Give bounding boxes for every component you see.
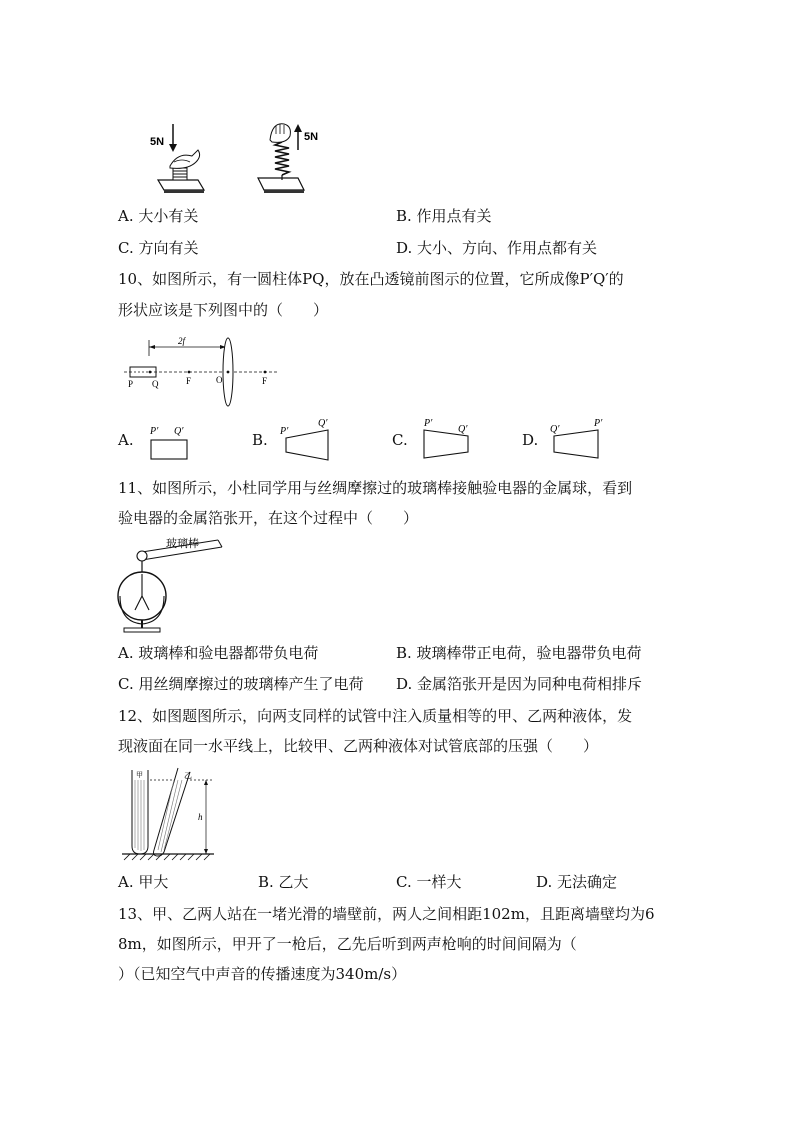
label-o: O (216, 375, 223, 385)
label-f-left: F (186, 376, 192, 386)
option-a-q-label: Q′ (174, 426, 184, 437)
q11-stem-line2: 验电器的金属箔张开，在这个过程中（ ） (118, 509, 419, 527)
spring-press-figure (140, 118, 340, 200)
force-label-left: 5N (150, 136, 165, 148)
q9-option-d: D. 大小、方向、作用点都有关 (396, 239, 598, 257)
label-p: P (128, 379, 134, 389)
label-2f: 2f (178, 336, 186, 346)
q11-option-d: D. 金属箔张开是因为同种电荷相排斥 (396, 675, 643, 693)
q10-stem-line1: 10、如图所示，有一圆柱体PQ，放在凸透镜前图示的位置，它所成像P′Q′的 (118, 270, 624, 288)
q12-option-b: B. 乙大 (258, 873, 309, 891)
option-d-p-label: P′ (594, 418, 603, 429)
q10-option-d-letter: D. (522, 431, 539, 449)
label-f-right: F (262, 376, 268, 386)
q13-stem-line1: 13、甲、乙两人站在一堵光滑的墙壁前，两人之间相距102m，且距离墙壁均为6 (118, 905, 655, 923)
label-h: h (198, 812, 203, 822)
glass-rod-label: 玻璃棒 (166, 537, 199, 550)
test-tubes-figure (120, 766, 216, 862)
convex-lens-figure (122, 330, 282, 408)
q9-option-a: A. 大小有关 (118, 207, 199, 225)
q12-option-c: C. 一样大 (396, 873, 462, 891)
q10-option-a-figure (146, 422, 196, 462)
q11-option-c: C. 用丝绸摩擦过的玻璃棒产生了电荷 (118, 675, 364, 693)
option-b-p-label: P′ (280, 426, 289, 437)
q12-stem-line1: 12、如图题图所示，向两支同样的试管中注入质量相等的甲、乙两种液体，发 (118, 707, 633, 725)
q12-option-a: A. 甲大 (118, 873, 169, 891)
label-q: Q (152, 379, 159, 389)
q10-option-b-figure (278, 414, 338, 464)
q10-option-c-figure (418, 412, 478, 462)
label-yi: 乙 (184, 771, 192, 780)
q12-option-d: D. 无法确定 (536, 873, 618, 891)
option-c-p-label: P′ (424, 418, 433, 429)
q9-option-b: B. 作用点有关 (396, 207, 492, 225)
q11-stem-line1: 11、如图所示，小杜同学用与丝绸摩擦过的玻璃棒接触验电器的金属球，看到 (118, 479, 633, 497)
q10-stem-line2: 形状应该是下列图中的（ ） (118, 301, 329, 319)
label-jia: 甲 (136, 771, 143, 779)
q13-stem-line2: 8m，如图所示，甲开了一枪后，乙先后听到两声枪响的时间间隔为（ (118, 935, 577, 953)
q12-stem-line2: 现液面在同一水平线上，比较甲、乙两种液体对试管底部的压强（ ） (118, 737, 599, 755)
option-c-q-label: Q′ (458, 424, 468, 435)
q10-option-b-letter: B. (252, 431, 268, 449)
force-label-right: 5N (304, 131, 319, 143)
q10-option-a-letter: A. (118, 431, 134, 449)
q13-stem-line3: ）（已知空气中声音的传播速度为340m/s） (118, 965, 407, 983)
q11-option-b: B. 玻璃棒带正电荷，验电器带负电荷 (396, 644, 642, 662)
q9-option-c: C. 方向有关 (118, 239, 199, 257)
electroscope-figure (118, 534, 230, 636)
q11-option-a: A. 玻璃棒和验电器都带负电荷 (118, 644, 319, 662)
q10-option-c-letter: C. (392, 431, 408, 449)
option-a-p-label: P′ (150, 426, 159, 437)
option-d-q-label: Q′ (550, 424, 560, 435)
option-b-q-label: Q′ (318, 418, 328, 429)
q10-option-d-figure (548, 412, 608, 462)
